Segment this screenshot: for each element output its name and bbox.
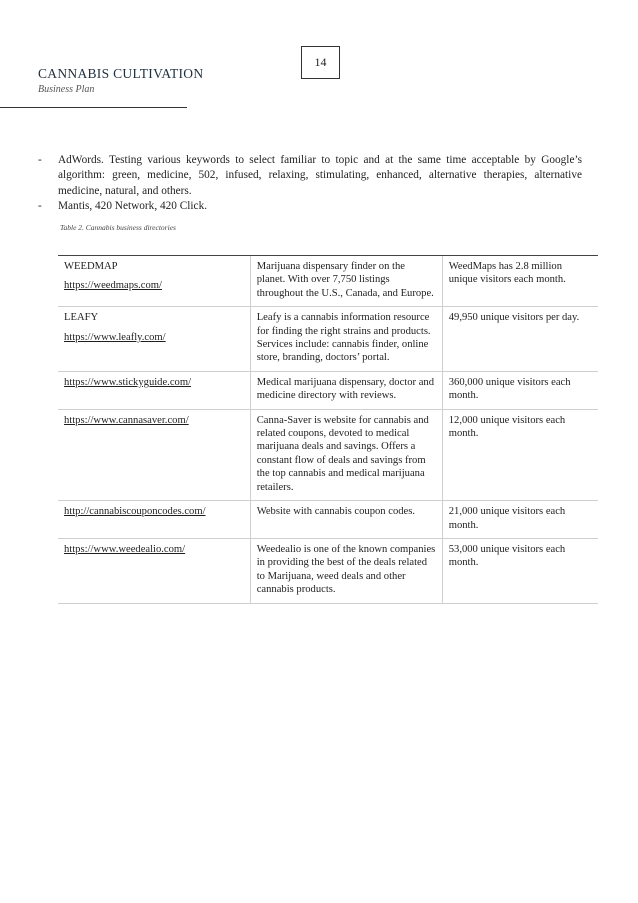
bullet-list [38, 153, 582, 214]
document-title: CANNABIS CULTIVATION [38, 66, 204, 81]
site-name: LEAFY [64, 312, 99, 324]
table-row [58, 307, 598, 372]
site-cell [58, 501, 250, 539]
description-cell: Canna-Saver is website for cannabis and related coupons, devoted to medical marijuana deals and savings. Offers a constant flow of deals and savings from the top cannabis and medical marijuana retailers. [250, 409, 442, 500]
table-row [58, 538, 598, 603]
description-cell: Weedealio is one of the known companies in providing the best of the deals related to Marijuana, weed deals and other cannabis products. [250, 538, 442, 603]
description-cell: Leafy is a cannabis information resource for finding the right strains and products. Services include: cannabis finder, online store, branding, doctors’ portal. [250, 307, 442, 372]
table-row [58, 371, 598, 409]
visitors-cell: 360,000 unique visitors each month. [442, 371, 598, 409]
site-url-link[interactable]: https://www.cannasaver.com/ [64, 414, 189, 426]
site-cell [58, 256, 250, 307]
description-cell: Marijuana dispensary finder on the planet. With over 7,750 listings throughout the U.S., Canada, and Europe. [250, 256, 442, 307]
site-name: WEEDMAP [64, 261, 118, 272]
table-row [58, 501, 598, 539]
visitors-cell: WeedMaps has 2.8 million unique visitors each month. [442, 256, 598, 307]
description-cell: Website with cannabis coupon codes. [250, 501, 442, 539]
visitors-cell: 21,000 unique visitors each month. [442, 501, 598, 539]
site-url-link[interactable]: https://www.weedealio.com/ [64, 543, 186, 555]
table-row [58, 409, 598, 500]
document-subtitle: Business Plan [38, 84, 95, 95]
bullet-dash: - [38, 199, 42, 212]
bullet-item-networks [38, 199, 582, 214]
site-cell [58, 371, 250, 409]
table-row [58, 256, 598, 307]
bullet-text: Mantis, 420 Network, 420 Click. [58, 199, 208, 212]
site-url-link[interactable]: https://weedmaps.com/ [64, 280, 162, 292]
site-url-link[interactable]: https://www.leafly.com/ [64, 331, 166, 343]
description-cell: Medical marijuana dispensary, doctor and medicine directory with reviews. [250, 371, 442, 409]
page-number: 14 [301, 46, 340, 79]
site-url-link[interactable]: https://www.stickyguide.com/ [64, 376, 192, 388]
site-cell [58, 538, 250, 603]
site-url-link[interactable]: http://cannabiscouponcodes.com/ [64, 506, 206, 518]
bullet-item-adwords [38, 153, 582, 199]
site-cell [58, 409, 250, 500]
header-divider [0, 107, 187, 108]
directories-table [58, 255, 598, 604]
visitors-cell: 49,950 unique visitors per day. [442, 307, 598, 372]
site-cell [58, 307, 250, 372]
visitors-cell: 53,000 unique visitors each month. [442, 538, 598, 603]
bullet-dash: - [38, 154, 42, 166]
bullet-text: AdWords. Testing various keywords to select familiar to topic and at the same time acceptable by Google’s algorithm: green, medicine, 502, infused, relaxing, stimulating, enhanced, alternative therapies, alternative medicine, natural, and others. [58, 154, 582, 197]
visitors-cell: 12,000 unique visitors each month. [442, 409, 598, 500]
table-caption: Table 2. Cannabis business directories [60, 223, 176, 232]
